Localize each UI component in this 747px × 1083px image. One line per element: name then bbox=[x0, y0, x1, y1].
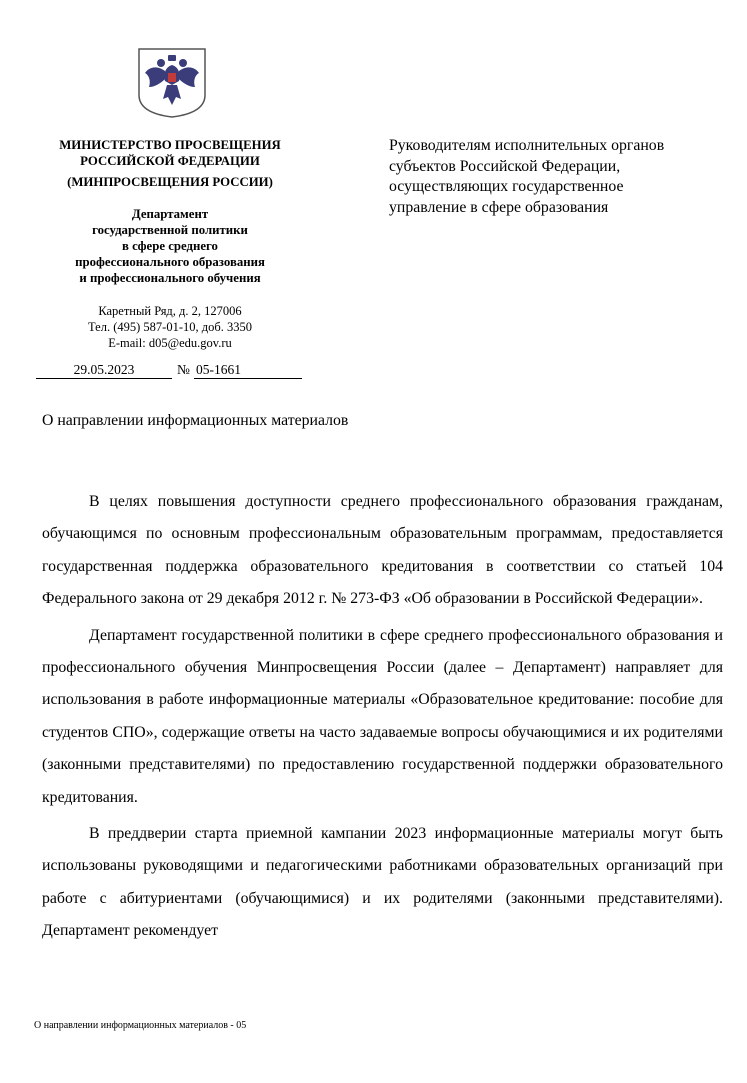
letter-body bbox=[42, 486, 723, 952]
address-line: Каретный Ряд, д. 2, 127006 bbox=[98, 304, 242, 318]
ministry-line: РОССИЙСКОЙ ФЕДЕРАЦИИ bbox=[80, 154, 260, 168]
body-paragraph: В целях повышения доступности среднего профессионального образования гражданам, обучающимся по основным профессиональным образовательным программам, предоставляется государственная поддержка образовательного кредитования в соответствии со статьей 104 Федерального закона от 29 декабря 2012 г. № 273-ФЗ «Об образовании в Российской Федерации». bbox=[42, 493, 723, 608]
email-line: E-mail: d05@edu.gov.ru bbox=[108, 336, 232, 350]
ministry-line: МИНИСТЕРСТВО ПРОСВЕЩЕНИЯ bbox=[59, 138, 281, 152]
ministry-short-name: (МИНПРОСВЕЩЕНИЯ РОССИИ) bbox=[67, 175, 273, 189]
department-name bbox=[40, 206, 300, 286]
department-line: профессионального образования bbox=[75, 255, 265, 269]
department-line: Департамент bbox=[131, 207, 209, 221]
document-number: 05-1661 bbox=[194, 361, 302, 379]
letter-subject: О направлении информационных материалов bbox=[42, 412, 349, 429]
recipient-line: Руководителям исполнительных органов bbox=[389, 137, 665, 154]
registration-line bbox=[36, 361, 300, 379]
recipient-line: осуществляющих государственное bbox=[389, 178, 624, 196]
recipient-line: субъектов Российской Федерации, bbox=[389, 157, 621, 175]
address-line: Тел. (495) 587-01-10, доб. 3350 bbox=[88, 320, 252, 334]
body-paragraph: Департамент государственной политики в сфере среднего профессионального образования и профессионального обучения Минпросвещения России (далее – Департамент) направляет для использования в работе информационные материалы «Образовательное кредитование: пособие для студентов СПО», содержащие ответы на часто задаваемые вопросы обучающимися и их родителями (законными представителями) по предоставлению государственной поддержки образовательного кредитования. bbox=[42, 626, 723, 806]
department-line: государственной политики bbox=[92, 223, 248, 237]
document-date: 29.05.2023 bbox=[36, 361, 172, 379]
department-address bbox=[40, 303, 300, 351]
department-line: и профессионального обучения bbox=[79, 271, 261, 285]
page-footer: О направлении информационных материалов - 05 bbox=[34, 1020, 247, 1031]
document-number-label: № bbox=[177, 362, 190, 377]
department-line: в сфере среднего bbox=[122, 239, 218, 253]
recipient-block bbox=[389, 136, 729, 218]
ministry-name bbox=[40, 137, 300, 169]
russian-coat-of-arms-icon bbox=[137, 47, 207, 119]
recipient-line: управление в сфере образования bbox=[389, 198, 609, 216]
body-paragraph: В преддверии старта приемной кампании 2023 информационные материалы могут быть использованы руководящими и педагогическими работниками образовательных организаций при работе с абитуриентами (обучающимися) и их родителями (законными представителями). Департамент рекомендует bbox=[42, 825, 723, 940]
